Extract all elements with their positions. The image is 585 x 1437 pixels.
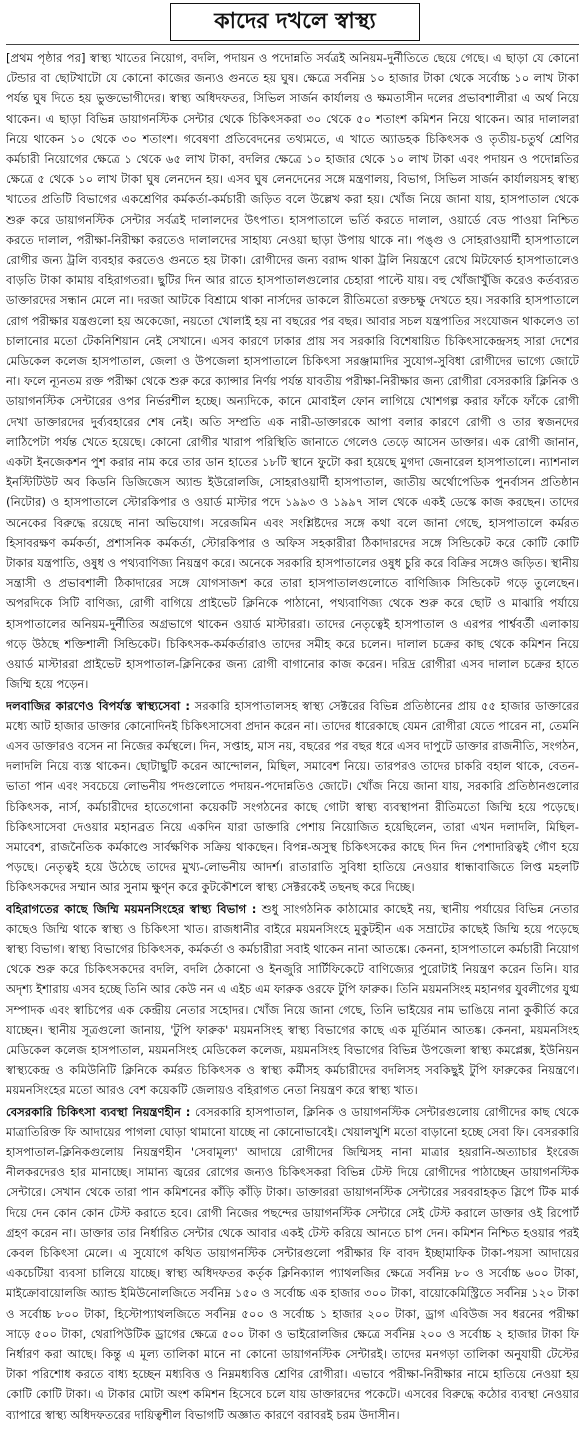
article-body xyxy=(6,48,579,1432)
paragraph-party-politics xyxy=(6,696,579,898)
paragraph-text: বেসরকারি হাসপাতাল, ক্লিনিক ও ডায়াগনস্টিক সেন্টারগুলোয় রোগীদের কাছ থেকে মাত্রাতিরিক্ত ফি আদায়ের পাগলা ঘোড়া থামানো যাচ্ছে না কোনোভাবেই। খেয়ালখুশি মতো বাড়ানো হচ্ছে সেবা ফি। বেসরকারি হাসপাতাল-ক্লিনিকগুলোয় নিয়ন্ত্রণহীন 'সেবামূল্য' আদায়ে রোগীদের জিম্মিসহ নানা মাত্রার হয়রানি-অত্যাচার ইংরেজ নীলকরদেরও হার মানাচ্ছে। সামান্য জ্বরের রোগের জন্যও চিকিৎসকরা বিভিন্ন টেস্ট দিয়ে রোগীদের পাঠাচ্ছেন ডায়াগনস্টিক সেন্টারে। সেখান থেকে তারা পান কমিশনের কাঁড়ি কাঁড়ি টাকা। ডাক্তাররা ডায়াগনস্টিক সেন্টারের সরবরাহকৃত স্লিপে টিক মার্ক দিয়ে দেন কোন কোন টেস্ট করাতে হবে। রোগী নিজের পছন্দের ডায়াগনস্টিক সেন্টারে সেই টেস্ট করালে ডাক্তার ওই রিপোর্ট গ্রহণ করেন না। ডাক্তার তার নির্ধারিত সেন্টার থেকে আবার একই টেস্ট করিয়ে আনতে চাপ দেন। কমিশন নিশ্চিত হওয়ার পরই কেবল চিকিৎসা মেলে। এ সুযোগে কথিত ডায়াগনস্টিক সেন্টারগুলো পরীক্ষার ফি বাবদ ইচ্ছামাফিক টাকা-পয়সা আদায়ের একচেটিয়া ব্যবসা চালিয়ে যাচ্ছে। স্বাস্থ্য অধিদফতর কর্তৃক ক্লিনিক্যাল প্যাথলজির ক্ষেত্রে সর্বনিম্ন ৮০ ও সর্বোচ্চ ৬০০ টাকা, মাইক্রোবায়োলজি অ্যান্ড ইমিউনোলজিতে সর্বনিম্ন ১৫০ ও সর্বোচ্চ এক হাজার ৩০০ টাকা, বায়োকেমিস্ট্রিতে সর্বনিম্ন ১২০ টাকা ও সর্বোচ্চ ৮০০ টাকা, হিস্টোপ্যাথলজিতে সর্বনিম্ন ৫০০ ও সর্বোচ্চ ১ হাজার ২০০ টাকা, ড্রাগ এবিউজ সব ধরনের পরীক্ষা সাড়ে ৫০০ টাকা, থেরাপিউটিক ড্রাগের ক্ষেত্রে ৫০০ টাকা ও ভাইরোলজির ক্ষেত্রে সর্বনিম্ন ২০০ ও সর্বোচ্চ ২ হাজার টাকা ফি নির্ধারণ করা আছে। কিন্তু এ মূল্য তালিকা মানে না কোনো ডায়াগনস্টিক সেন্টারই। তাদের মনগড়া তালিকা অনুযায়ী টেস্টের টাকা পরিশোধ করতে বাধ্য হচ্ছেন মধ্যবিত্ত ও নিম্নমধ্যবিত্ত শ্রেণির রোগীরা। এভাবে পরীক্ষা-নিরীক্ষার নামে হাতিয়ে নেওয়া হয় কোটি কোটি টাকা। এ টাকার মোটা অংশ কমিশন হিসেবে চলে যায় ডাক্তারদের পকেটে। এসবের বিরুদ্ধে কঠোর ব্যবস্থা নেওয়ার ব্যাপারে স্বাস্থ্য অধিদফতরের দায়িত্বশীল বিভাগটি অজ্ঞাত কারণে বরাবরই চরম উদাসীন। xyxy=(6,1104,579,1422)
headline-box xyxy=(170,3,420,41)
subheading: দলবাজির কারণেও বিপর্যস্ত স্বাস্থ্যসেবা : xyxy=(6,698,190,713)
divider xyxy=(6,44,579,45)
subheading: বহিরাগতের কাছে জিম্মি ময়মনসিংহের স্বাস্থ্য বিভাগ : xyxy=(6,901,257,916)
paragraph-text: শুধু সাংগঠনিক কাঠামোর কাছেই নয়, স্থানীয় পর্যায়ের বিভিন্ন নেতার কাছেও জিম্মি থাকে স্বাস্থ্য ও চিকিৎসা খাত। রাজধানীর বাইরে ময়মনসিংহে মুকুটহীন এক সম্রাটের কাছেই জিম্মি হয়ে পড়েছে স্বাস্থ্য বিভাগ। স্বাস্থ্য বিভাগের চিকিৎসক, কর্মকর্তা ও কর্মচারীরা সবাই থাকেন নানা আতঙ্কে। কেননা, হাসপাতালে কর্মচারী নিয়োগ থেকে শুরু করে চিকিৎসকদের বদলি, বদলি ঠেকানো ও ইনজুরি সার্টিফিকেটে বাণিজ্যের পুরোটাই নিয়ন্ত্রণ করেন তিনি। যার অদৃশ্য ইশারায় এসব হচ্ছে তিনি আর কেউ নন এ এইচ এম ফারুক ওরফে টুপি ফারুক। তিনি ময়মনসিংহ মহানগর যুবলীগের যুগ্ম সম্পাদক এবং স্বাচিপের এক কেন্দ্রীয় নেতার সহোদর। খোঁজ নিয়ে জানা গেছে, তিনি ভাইয়ের নাম ভাঙিয়ে নানা কুকীর্তি করে যাচ্ছেন। স্থানীয় সূত্রগুলো জানায়, 'টুপি ফারুক' ময়মনসিংহ স্বাস্থ্য বিভাগের কাছে এক মূর্তিমান আতঙ্ক। কেননা, ময়মনসিংহ মেডিকেল কলেজ হাসপাতাল, ময়মনসিংহ মেডিকেল কলেজ, ময়মনসিংহ বিভাগের বিভিন্ন উপজেলা স্বাস্থ্য কমপ্লেক্স, ইউনিয়ন স্বাস্থ্যকেন্দ্র ও কমিউনিটি ক্লিনিকে কর্মরত চিকিৎসক ও স্বাস্থ্য কর্মীসহ কর্মচারীদের বদলিসহ সবকিছুই টুপি ফারুকের নিয়ন্ত্রণে। ময়মনসিংহের মতো আরও বেশ কয়েকটি জেলায়ও বহিরাগত নেতা নিয়ন্ত্রণ করে স্বাস্থ্য খাত। xyxy=(6,901,579,1098)
paragraph-mymensingh xyxy=(6,899,579,1101)
headline: কাদের দখলে স্বাস্থ্য xyxy=(214,8,376,34)
paragraph-private-healthcare xyxy=(6,1102,579,1425)
paragraph-intro xyxy=(6,48,579,695)
paragraph-text: সরকারি হাসপাতালসহ স্বাস্থ্য সেক্টরের বিভিন্ন প্রতিষ্ঠানের প্রায় ৫৫ হাজার ডাক্তারের মধ্যে আট হাজার ডাক্তার কোনোদিনই চিকিৎসাসেবা প্রদান করেন না। তাদের ধারেকাছে যেমন রোগীরা যেতে পারেন না, তেমনি এসব ডাক্তারও বসেন না নিজের কর্মস্থলে। দিন, সপ্তাহ, মাস নয়, বছরের পর বছর ধরে এসব দাপুটে ডাক্তার রাজনীতি, সংগঠন, দলাদলি নিয়ে ব্যস্ত থাকেন। ছোটাছুটি করেন আন্দোলন, মিছিল, সমাবেশ নিয়ে। তারপরও তাদের চাকরি বহাল থাকে, বেতন-ভাতা পান এবং সবচেয়ে লোভনীয় পদগুলোতে পদায়ন-পদোন্নতিও জোটে। খোঁজ নিয়ে জানা যায়, সরকারি প্রতিষ্ঠানগুলোর চিকিৎসক, নার্স, কর্মচারীদের হাতেগোনা কয়েকটি সংগঠনের কাছে গোটা স্বাস্থ্য ব্যবস্থাপনা রীতিমতো জিম্মি হয়ে পড়েছে। চিকিৎসাসেবা দেওয়ার মহানব্রত নিয়ে একদিন যারা ডাক্তারি পেশায় নিয়োজিত হয়েছিলেন, তারা এখন দলাদলি, মিছিল-সমাবেশ, রাজনৈতিক কর্মকাণ্ডে সার্বক্ষণিক সক্রিয় থাকছেন। বিপন্ন-অসুস্থ চিকিৎসকের কাছে দিন দিন পেশাদারিত্বই গৌণ হয়ে পড়ছে। নেতৃত্বই হয়ে উঠেছে তাদের মুখ্য-লোভনীয় আদর্শ। রাতারাতি সুবিধা হাতিয়ে নেওয়ার ধান্ধাবাজিতে লিপ্ত মহলটি চিকিৎসকদের সম্মান আর সুনাম ক্ষুণ্ন করে কুটকৌশলে স্বাস্থ্য সেক্টরকেই তছনছ করে দিচ্ছে। xyxy=(6,698,579,895)
paragraph-text: [প্রথম পৃষ্ঠার পর] স্বাস্থ্য খাতের নিয়োগ, বদলি, পদায়ন ও পদোন্নতি সর্বত্রই অনিয়ম-দুর্নীতিতে ছেয়ে গেছে। এ ছাড়া যে কোনো টেন্ডার বা ছোটখাটো যে কোনো কাজের জন্যও গুনতে হয় ঘুষ। ক্ষেত্রে সর্বনিম্ন ১০ হাজার টাকা থেকে সর্বোচ্চ ১০ লাখ টাকা পর্যন্ত ঘুষ দিতে হয় ভুক্তভোগীদের। স্বাস্থ্য অধিদফতর, সিভিল সার্জন কার্যালয় ও ক্ষমতাসীন দলের প্রভাবশালীরা এ অর্থ নিয়ে থাকেন। এ ছাড়া বিভিন্ন ডায়াগনস্টিক সেন্টার থেকে চিকিৎসকরা ৩০ থেকে ৫০ শতাংশ কমিশন নিয়ে থাকেন। আর দালালরা নিয়ে থাকেন ১০ থেকে ৩০ শতাংশ। গবেষণা প্রতিবেদনের তথ্যমতে, এ খাতে অ্যাডহক চিকিৎসক ও তৃতীয়-চতুর্থ শ্রেণির কর্মচারী নিয়োগের ক্ষেত্রে ১ থেকে ৬৫ লাখ টাকা, বদলির ক্ষেত্রে ১০ হাজার থেকে ১০ লাখ টাকা এবং পদায়ন ও পদোন্নতির ক্ষেত্রে ৫ থেকে ১০ লাখ টাকা ঘুষ লেনদেন হয়। এসব ঘুষ লেনদেনের সঙ্গে মন্ত্রণালয়, বিভাগ, সিভিল সার্জন কার্যালয়সহ স্বাস্থ্য খাতের প্রতিটি বিভাগের একশ্রেণির কর্মকর্তা-কর্মচারী জড়িত বলে উল্লেখ করা হয়। খোঁজ নিয়ে জানা যায়, হাসপাতাল থেকে শুরু করে ডায়াগনস্টিক সেন্টার সর্বত্রই দালালদের উৎপাত। হাসপাতালে ভর্তি করতে দালাল, ওয়ার্ডে বেড পাওয়া নিশ্চিত করতে দালাল, পরীক্ষা-নিরীক্ষা করতেও দালালদের সাহায্য নেওয়া ছাড়া উপায় থাকে না। পঙ্গু ও সোহরাওয়ার্দী হাসপাতালে রোগীর জন্য ট্রলি ব্যবহার করতেও গুনতে হয় টাকা। রোগীদের জন্য বরাদ্দ থাকা ট্রলি নিয়ন্ত্রণে রেখে মিটফোর্ড হাসপাতালেও বাড়তি টাকা কামায় বহিরাগতরা। ছুটির দিন আর রাতে হাসপাতালগুলোর চেহারা পাল্টে যায়। বহু খোঁজাখুঁজি করেও কর্তব্যরত ডাক্তারদের সন্ধান মেলে না। দরজা আটকে বিশ্রামে থাকা নার্সদের ডাকলে রীতিমতো রক্তচক্ষু দেখতে হয়। সরকারি হাসপাতালে রোগ পরীক্ষার যন্ত্রগুলো হয় অকেজো, নয়তো খোলাই হয় না বছরের পর বছর। আবার সচল যন্ত্রপাতির সংযোজন থাকলেও তা চালানোর মতো টেকনিশিয়ান নেই সেখানে। এসব কারণে ঢাকার প্রায় সব সরকারি বিশেষায়িত চিকিৎসাকেন্দ্রসহ সারা দেশের মেডিকেল কলেজ হাসপাতাল, জেলা ও উপজেলা হাসপাতালে চিকিৎসা সরঞ্জামাদির সুযোগ-সুবিধা রোগীদের ভাগ্যে জোটে না। ফলে ন্যূনতম রক্ত পরীক্ষা থেকে শুরু করে ক্যান্সার নির্ণয় পর্যন্ত যাবতীয় পরীক্ষা-নিরীক্ষার জন্য রোগীরা বেসরকারি ক্লিনিক ও ডায়াগনস্টিক সেন্টারের ওপর নির্ভরশীল হচ্ছে। অন্যদিকে, কানে মোবাইল ফোন লাগিয়ে খোশগল্প করার ফাঁকে ফাঁকে রোগী দেখা ডাক্তারদের দুর্ব্যবহারের শেষ নেই। অতি সম্প্রতি এক নারী-ডাক্তারকে আপা বলার কারণে রোগী ও তার স্বজনদের লাঠিপেটা পর্যন্ত খেতে হয়েছে। কোনো রোগীর খারাপ পরিস্থিতি জানাতে গেলেও তেড়ে আসেন ডাক্তার। এক রোগী জানান, একটা ইনজেকশন পুশ করার নাম করে তার ডান হাতের ১৮টি স্থানে ফুটো করা হয়েছে মুগদা জেনারেল হাসপাতালে। ন্যাশনাল ইনস্টিটিউট অব কিডনি ডিজিজেস অ্যান্ড ইউরোলজি, সোহরাওয়ার্দী হাসপাতাল, জাতীয় অর্থোপেডিক পুনর্বাসন প্রতিষ্ঠান (নিটোর) ও হাসপাতালে স্টোরকিপার ও ওয়ার্ড মাস্টার পদে ১৯৯৩ ও ১৯৯৭ সাল থেকে একই ডেস্কে কাজ করছেন। তাদের অনেকের বিরুদ্ধে রয়েছে নানা অভিযোগ। সরেজমিন এবং সংশ্লিষ্টদের সঙ্গে কথা বলে জানা গেছে, হাসপাতালে কর্মরত হিসাবরক্ষণ কর্মকর্তা, প্রশাসনিক কর্মকর্তা, স্টোরকিপার ও অফিস সহকারীরা ঠিকাদারদের সঙ্গে সিন্ডিকেট করে কোটি কোটি টাকার যন্ত্রপাতি, ওষুধ ও পথ্যবাণিজ্য নিয়ন্ত্রণ করে। অনেকে সরকারি হাসপাতালের ওষুধ চুরি করে বিক্রির সঙ্গেও জড়িত। স্থানীয় সন্ত্রাসী ও প্রভাবশালী ঠিকাদারের সঙ্গে যোগসাজশ করে তারা হাসপাতালগুলোতে বাণিজ্যিক সিন্ডিকেট গড়ে তুলেছেন। অপরদিকে সিটি বাণিজ্য, রোগী বাগিয়ে প্রাইভেট ক্লিনিকে পাঠানো, পথ্যবাণিজ্য থেকে শুরু করে ছোট ও মাঝারি পর্যায়ে হাসপাতালের অনিয়ম-দুর্নীতির অগ্রভাগে থাকেন ওয়ার্ড মাস্টাররা। তাদের নেতৃত্বেই হাসপাতাল ও এরপর পার্শ্ববর্তী এলাকায় গড়ে উঠছে শক্তিশালী সিন্ডিকেট। চিকিৎসক-কর্মকর্তারাও তাদের সমীহ করে চলেন। দালাল চক্রের কাছ থেকে কমিশন নিয়ে ওয়ার্ড মাস্টাররা প্রাইভেট হাসপাতাল-ক্লিনিকের জন্য রোগী বাগানোর কাজ করেন। দরিদ্র রোগীরা এসব দালাল চক্রের হাতে জিম্মি হয়ে পড়েন। xyxy=(6,51,579,692)
subheading: বেসরকারি চিকিৎসা ব্যবস্থা নিয়ন্ত্রণহীন : xyxy=(6,1104,191,1119)
